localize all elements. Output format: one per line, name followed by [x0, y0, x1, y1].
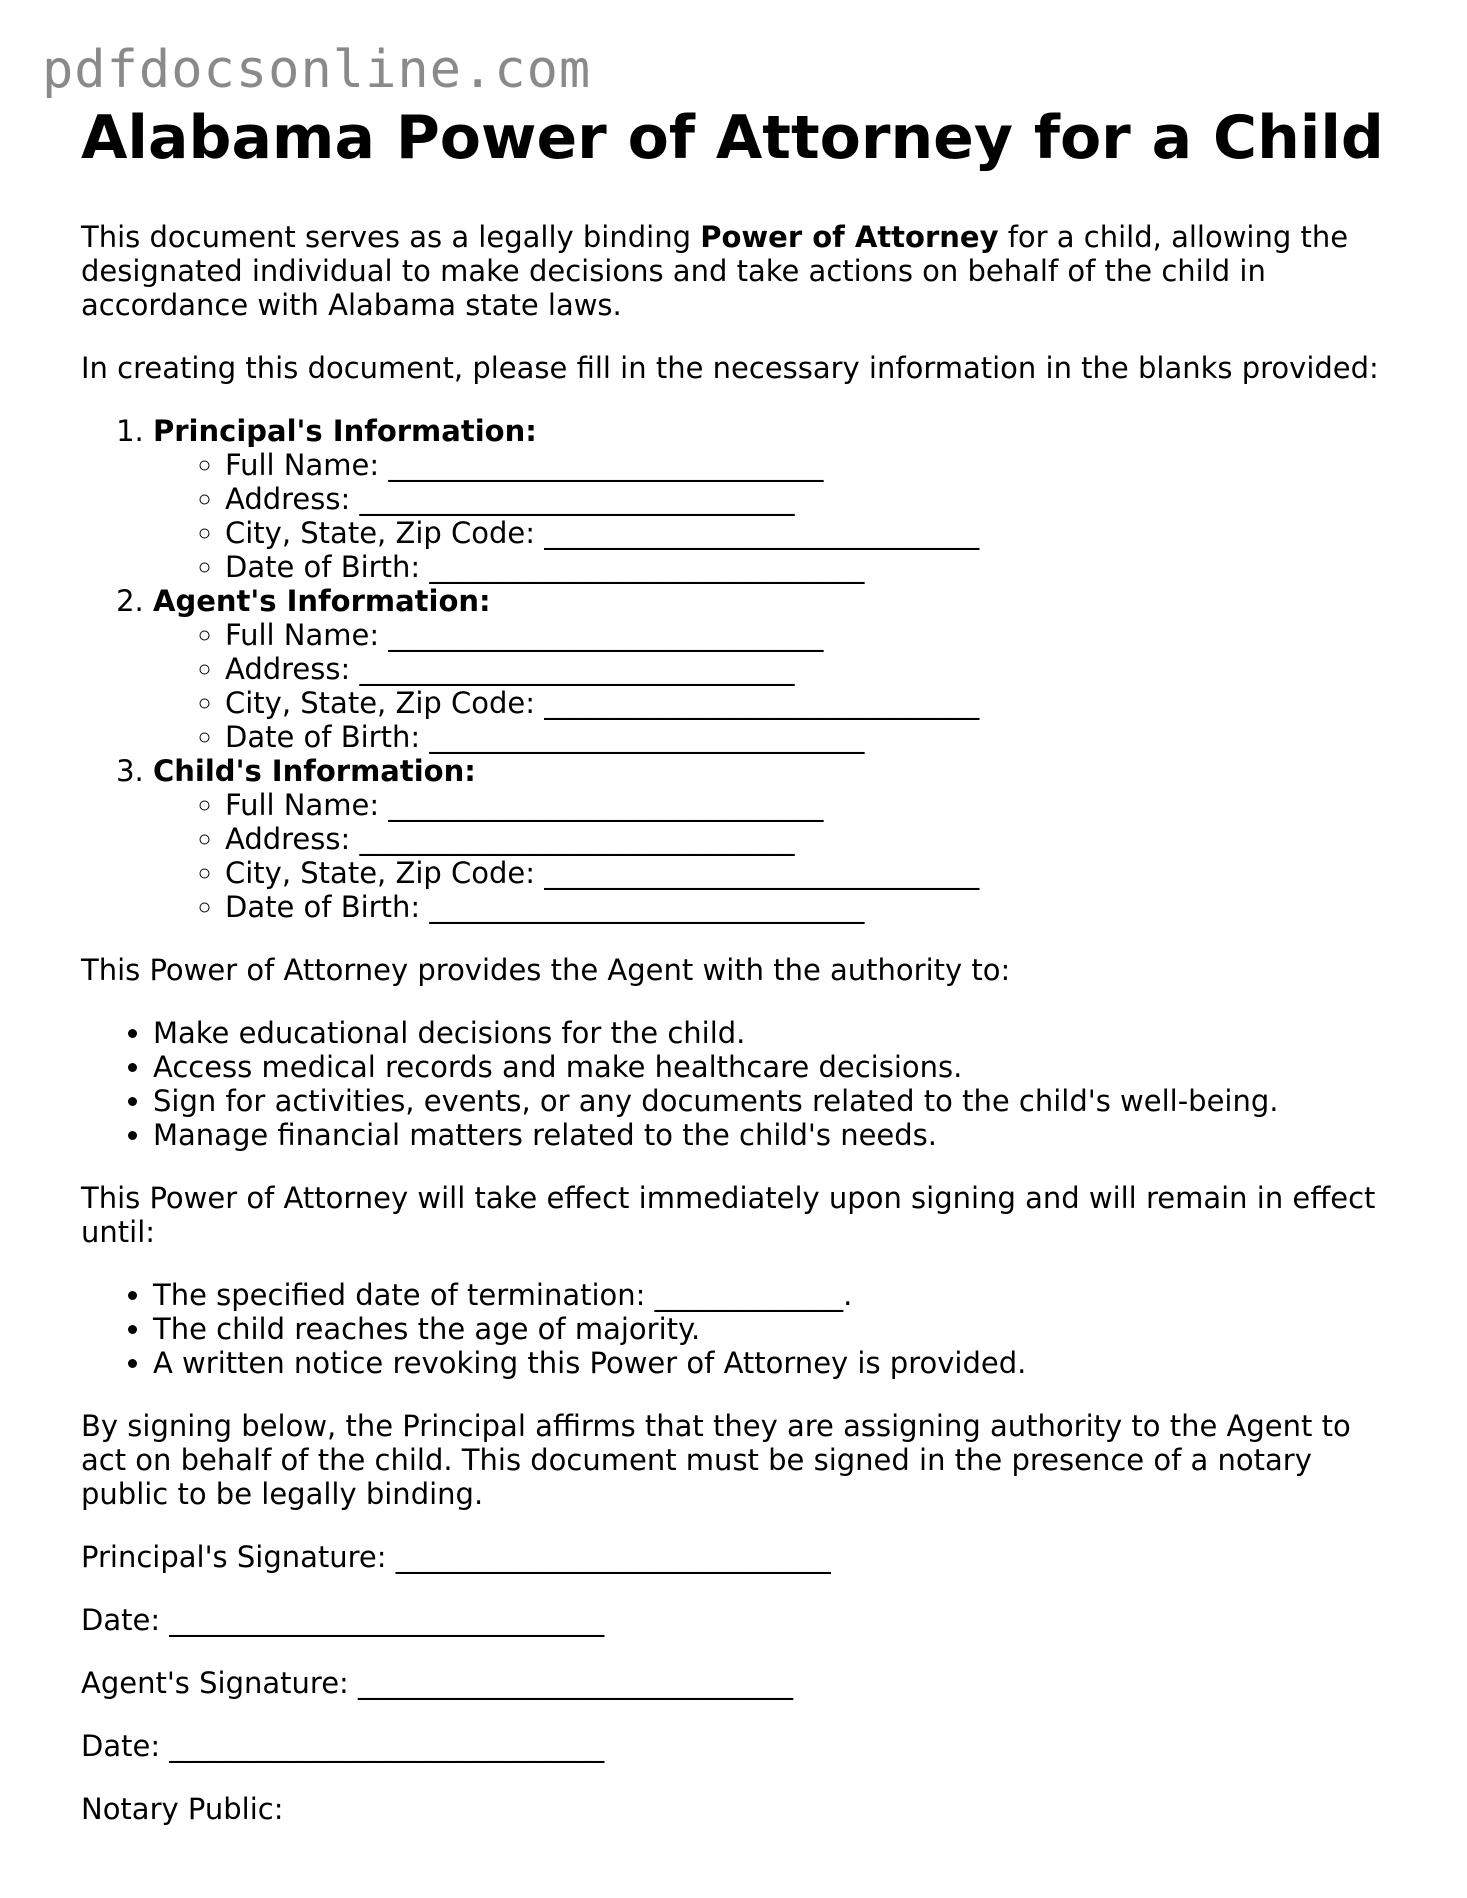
field-list: [153, 448, 1401, 584]
authority-item: • Make educational decisions for the child.: [153, 1016, 1401, 1050]
section-title: Agent's Information:: [153, 584, 491, 618]
intro-text-before: This document serves as a legally binding: [81, 220, 701, 254]
page-title: Alabama Power of Attorney for a Child: [81, 103, 1384, 173]
field-city-state-zip: ◦ City, State, Zip Code: ______________________________: [225, 856, 1401, 890]
field-address: ◦ Address: ______________________________: [225, 652, 1401, 686]
authority-item: • Sign for activities, events, or any documents related to the child's well-being.: [153, 1084, 1401, 1118]
effect-intro: This Power of Attorney will take effect immediately upon signing and will remain in effect until:: [81, 1181, 1376, 1249]
authority-item: • Manage financial matters related to the child's needs.: [153, 1118, 1401, 1152]
affirmation-paragraph: By signing below, the Principal affirms that they are assigning authority to the Agent to act on behalf of the child. This document must be signed in the presence of a notary public to be legally binding.: [81, 1409, 1351, 1511]
principal-signature-line: Principal's Signature: ______________________________: [81, 1540, 831, 1574]
section-principal: [153, 414, 1401, 584]
field-date-of-birth: ◦ Date of Birth: ______________________________: [225, 720, 1401, 754]
agent-date-line: Date: ______________________________: [81, 1729, 605, 1763]
principal-date-line: Date: ______________________________: [81, 1603, 605, 1637]
agent-signature-line: Agent's Signature: ______________________________: [81, 1666, 794, 1700]
section-agent: [153, 584, 1401, 754]
authority-item: • Access medical records and make healthcare decisions.: [153, 1050, 1401, 1084]
instructions-paragraph: In creating this document, please fill in the necessary information in the blanks provided:: [81, 351, 1379, 385]
section-child: [153, 754, 1401, 924]
field-list: [153, 788, 1401, 924]
notary-public-line: Notary Public:: [81, 1792, 284, 1826]
intro-paragraph: [81, 220, 1401, 322]
watermark: pdfdocsonline.com: [42, 40, 592, 100]
field-date-of-birth: ◦ Date of Birth: ______________________________: [225, 550, 1401, 584]
effect-item: • The specified date of termination: _____________.: [153, 1278, 1401, 1312]
field-city-state-zip: ◦ City, State, Zip Code: ______________________________: [225, 686, 1401, 720]
field-full-name: ◦ Full Name: ______________________________: [225, 618, 1401, 652]
effect-item: • A written notice revoking this Power of Attorney is provided.: [153, 1346, 1401, 1380]
intro-text-after: for a child, allowing the designated individual to make decisions and take actions on behalf of the child in accordance with Alabama state laws.: [81, 220, 1349, 322]
field-address: ◦ Address: ______________________________: [225, 482, 1401, 516]
authority-list: [81, 1016, 1401, 1152]
information-sections: [81, 414, 1401, 924]
authority-intro: This Power of Attorney provides the Agent with the authority to:: [81, 953, 1011, 987]
field-address: ◦ Address: ______________________________: [225, 822, 1401, 856]
field-full-name: ◦ Full Name: ______________________________: [225, 448, 1401, 482]
document-body: [81, 100, 1401, 1855]
field-date-of-birth: ◦ Date of Birth: ______________________________: [225, 890, 1401, 924]
intro-text-bold: Power of Attorney: [700, 220, 999, 254]
field-list: [153, 618, 1401, 754]
section-title: Child's Information:: [153, 754, 476, 788]
effect-item: • The child reaches the age of majority.: [153, 1312, 1401, 1346]
field-full-name: ◦ Full Name: ______________________________: [225, 788, 1401, 822]
field-city-state-zip: ◦ City, State, Zip Code: ______________________________: [225, 516, 1401, 550]
section-title: Principal's Information:: [153, 414, 537, 448]
effect-list: [81, 1278, 1401, 1380]
